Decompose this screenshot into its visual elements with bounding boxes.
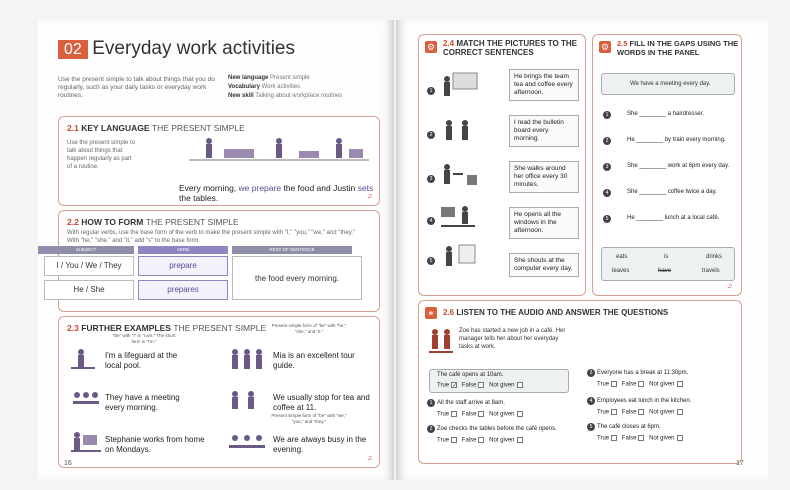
section-2-4 [418,34,586,296]
panel-word: eats [616,254,628,260]
section-heading: 2.1 KEY LANGUAGE THE PRESENT SIMPLE [67,123,245,133]
question-number: 5 [587,423,595,431]
picture-number: 2 [427,131,435,139]
audio-speaker-icon[interactable]: ♫ [367,455,373,462]
bulletin-board-picture [439,71,479,101]
gap-item[interactable]: She ________ coffee twice a day. [627,189,717,195]
answer-row: True False Not given [437,411,526,418]
true-checkbox[interactable] [451,411,457,417]
picture-number: 1 [427,87,435,95]
left-page [38,20,394,480]
page-number: 17 [736,460,744,467]
page-title: Everyday work activities [92,38,295,59]
match-sentence[interactable]: He opens all the windows in the afternoon. [509,207,579,239]
gap-item[interactable]: She ________ work at 6pm every day. [627,163,730,169]
col-rest: REST OF SENTENCE [232,246,352,254]
not-given-checkbox[interactable] [517,382,523,388]
section-heading: 2.5 FILL IN THE GAPS USING THE WORDS IN THE PANEL [617,39,739,57]
picture-number: 4 [427,217,435,225]
question-text: The café opens at 10am. [437,372,504,378]
subject-cell: He / She [44,280,134,300]
audio-speaker-icon[interactable]: ♫ [727,283,733,290]
false-checkbox[interactable] [478,437,484,443]
true-checkbox[interactable] [611,409,617,415]
question-text: The café closes at 6pm. [597,424,661,430]
kitchen-illustration [189,135,369,165]
true-checkbox[interactable] [611,435,617,441]
item-number: 3 [603,163,611,171]
legend [228,74,388,101]
false-checkbox[interactable] [478,382,484,388]
panel-word: travels [702,268,720,274]
panel-word: is [664,254,669,260]
match-sentence[interactable]: She shouts at the computer every day. [509,253,579,277]
answer-row: True False Not given [597,435,686,442]
match-sentence[interactable]: He brings the team tea and coffee every afternoon. [509,69,579,101]
headphones-icon: ⚭ [425,307,437,319]
page-number: 16 [64,460,72,467]
question-text: Everyone has a break at 11:30pm. [597,370,689,376]
panel-word: leaves [612,268,630,274]
true-checkbox[interactable] [451,437,457,443]
true-checkbox[interactable]: ✓ [452,383,458,389]
legend-item: Vocabulary Work activities [228,84,301,90]
grammar-note: "Be" with "I" is "I am." The short form is "I'm." [112,333,176,344]
cafe-staff-icon [427,327,455,357]
match-sentence[interactable]: She walks around her office every 30 minutes. [509,161,579,193]
question-number: 2 [427,425,435,433]
rest-cell: the food every morning. [232,256,362,300]
section-heading: 2.4 MATCH THE PICTURES TO THE CORRECT SENTENCES [443,39,577,57]
gap-item[interactable]: She ________ a hairdresser. [627,111,705,117]
busy-evening-icon [227,431,267,455]
col-subject: SUBJECT [38,246,134,254]
example-sentence: We usually stop for tea and coffee at 11. [273,393,370,412]
legend-item: New language Present simple [228,75,310,81]
question-number: 3 [587,369,595,377]
key-sentence: Every morning, we prepare the food and Justin sets the tables. [179,183,374,203]
window-picture [439,243,479,273]
answer-row: True False Not given [597,381,686,388]
grammar-note: Present simple form of "be" with "we," "you," and "they." [271,413,347,424]
picture-number: 5 [427,257,435,265]
home-office-icon [69,429,103,453]
example-sentence: They have a meeting every morning. [105,393,180,412]
gap-item[interactable]: He ________ by train every morning. [627,137,726,143]
computer-picture [439,203,479,233]
section-2-1 [58,116,380,206]
false-checkbox[interactable] [478,411,484,417]
meeting-icon [69,389,103,411]
subject-cell: I / You / We / They [44,256,134,276]
unit-number: 02 [58,40,88,59]
item-number: 1 [603,111,611,119]
false-checkbox[interactable] [638,409,644,415]
example-sentence: Mia is an excellent tour guide. [273,351,355,370]
verb-cell: prepare [138,256,228,276]
false-checkbox[interactable] [638,435,644,441]
section-heading: 2.2 HOW TO FORM THE PRESENT SIMPLE [67,217,239,227]
answer-row: True False Not given [597,409,686,416]
question-text: All the staff arrive at 8am. [437,400,505,406]
true-checkbox[interactable] [611,381,617,387]
audio-speaker-icon[interactable]: ♫ [367,193,373,200]
gear-icon: ⚙ [600,42,610,52]
item-number: 2 [603,137,611,145]
match-sentence[interactable]: I read the bulletin board every morning. [509,115,579,147]
section-2-3 [58,316,380,468]
legend-item: New skill Talking about workplace routines [228,93,343,99]
panel-word: drinks [706,254,723,260]
item-number: 4 [603,189,611,197]
section-heading: 2.6 LISTEN TO THE AUDIO AND ANSWER THE QUESTIONS [443,308,669,317]
answer-row: True ✓ False Not given [437,382,526,389]
instructions: With regular verbs, use the base form of the verb to make the present simple with "I," "you," "we," and "they." With "he," "she," and "it," add "s" to the base form. [67,230,356,244]
col-verb: VERB [138,246,228,254]
answer-row: True False Not given [437,437,526,444]
panel-word: have [658,268,672,274]
example-sentence: We have a meeting every day. [630,81,711,87]
not-given-checkbox[interactable] [677,435,683,441]
section-2-6 [418,300,742,464]
example-sentence: Stephanie works from home on Mondays. [105,435,205,454]
tea-tray-picture [439,161,479,191]
walking-picture [439,117,479,147]
false-checkbox[interactable] [638,381,644,387]
example-sentence: We are always busy in the evening. [273,435,367,454]
word-panel [601,247,735,281]
not-given-checkbox[interactable] [677,409,683,415]
section-2-5 [592,34,742,296]
example-box [601,73,735,95]
question-number: 1 [427,399,435,407]
intro-text: Use the present simple to talk about things that you do regularly, such as your daily tasks or everyday work routines. [58,76,215,99]
verb-cell: prepares [138,280,228,300]
item-number: 5 [603,215,611,223]
audio-intro: Zoe has started a new job in a café. Her manager tells her about her everyday tasks at work. [459,328,566,350]
gear-icon: ⚙ [426,42,436,52]
usage-note: Use the present simple to talk about things that happen regularly as part of a routine. [67,140,136,170]
picture-number: 3 [427,175,435,183]
tour-guide-icon [227,347,267,373]
question-number: 4 [587,397,595,405]
grammar-note: Present simple form of "be" with "he," "she," and "it." [271,323,347,334]
question-text: Zoe checks the tables before the café opens. [437,426,557,432]
unit-header [58,38,295,60]
not-given-checkbox[interactable] [517,437,523,443]
question-text: Employees eat lunch in the kitchen. [597,398,692,404]
gap-item[interactable]: He ________ lunch at a local café. [627,215,720,221]
tea-break-icon [227,389,261,411]
right-page [396,20,768,480]
not-given-checkbox[interactable] [517,411,523,417]
section-heading: 2.3 FURTHER EXAMPLES THE PRESENT SIMPLE [67,323,267,333]
not-given-checkbox[interactable] [677,381,683,387]
example-sentence: I'm a lifeguard at the local pool. [105,351,178,370]
lifeguard-icon [69,347,99,373]
